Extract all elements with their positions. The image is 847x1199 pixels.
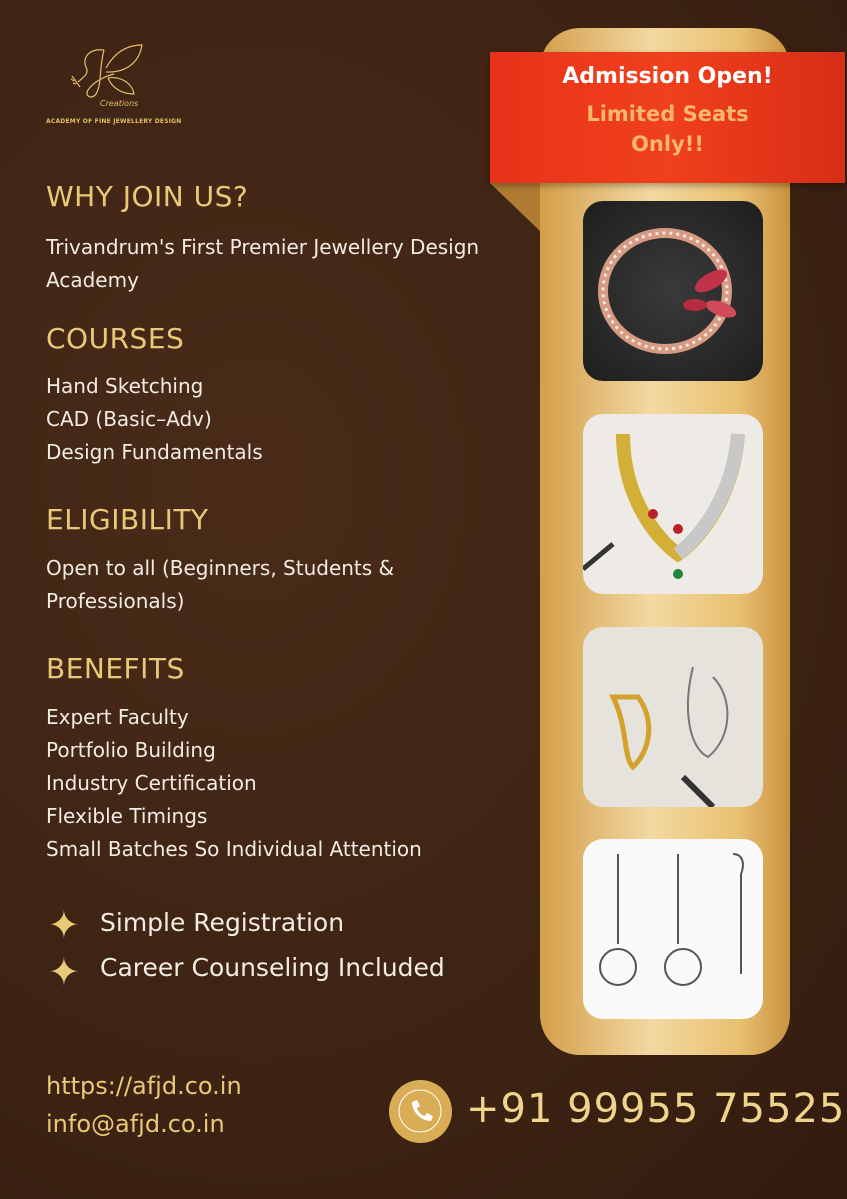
logo-tagline: ACADEMY OF FINE JEWELLERY DESIGN: [46, 118, 182, 125]
phone-icon: [389, 1080, 452, 1143]
course-item: CAD (Basic–Adv): [46, 407, 212, 431]
eligibility-line: Open to all (Beginners, Students &: [46, 556, 395, 580]
benefits-list: [46, 701, 422, 866]
logo-icon: [44, 34, 154, 114]
benefit-item: Small Batches So Individual Attention: [46, 837, 422, 861]
necklace-image: [583, 414, 763, 594]
courses-heading: COURSES: [46, 322, 185, 355]
highlight-item: Career Counseling Included: [100, 953, 445, 982]
course-item: Design Fundamentals: [46, 440, 263, 464]
benefits-heading: BENEFITS: [46, 652, 185, 685]
benefit-item: Industry Certification: [46, 771, 257, 795]
benefit-item: Expert Faculty: [46, 705, 189, 729]
website-link[interactable]: https://afjd.co.in: [46, 1072, 242, 1100]
eligibility-line: Professionals): [46, 589, 185, 613]
sparkle-icon: ✦: [48, 903, 80, 947]
why-line: Trivandrum's First Premier Jewellery Design: [46, 235, 480, 259]
ring-image: [583, 201, 763, 381]
benefit-item: Portfolio Building: [46, 738, 216, 762]
earrings-sketch-image: [583, 839, 763, 1019]
highlight-item: Simple Registration: [100, 908, 345, 937]
eligibility-text: [46, 552, 394, 618]
admission-banner: [490, 52, 845, 183]
pendant-sketch-image: [583, 627, 763, 807]
banner-fold: [490, 183, 540, 231]
sparkle-icon: ✦: [48, 950, 80, 994]
banner-subtitle-line: Limited Seats: [586, 102, 749, 126]
why-line: Academy: [46, 268, 139, 292]
phone-number[interactable]: +91 99955 75525: [466, 1086, 846, 1132]
eligibility-heading: ELIGIBILITY: [46, 503, 209, 536]
logo-script: Creations: [100, 99, 139, 108]
banner-subtitle-line: Only!!: [631, 132, 704, 156]
courses-list: [46, 370, 263, 469]
banner-title: Admission Open!: [562, 64, 773, 89]
email-link[interactable]: info@afjd.co.in: [46, 1110, 225, 1138]
benefit-item: Flexible Timings: [46, 804, 208, 828]
why-heading: WHY JOIN US?: [46, 180, 249, 213]
course-item: Hand Sketching: [46, 374, 204, 398]
why-text: [46, 231, 479, 297]
banner-subtitle: [490, 99, 845, 159]
